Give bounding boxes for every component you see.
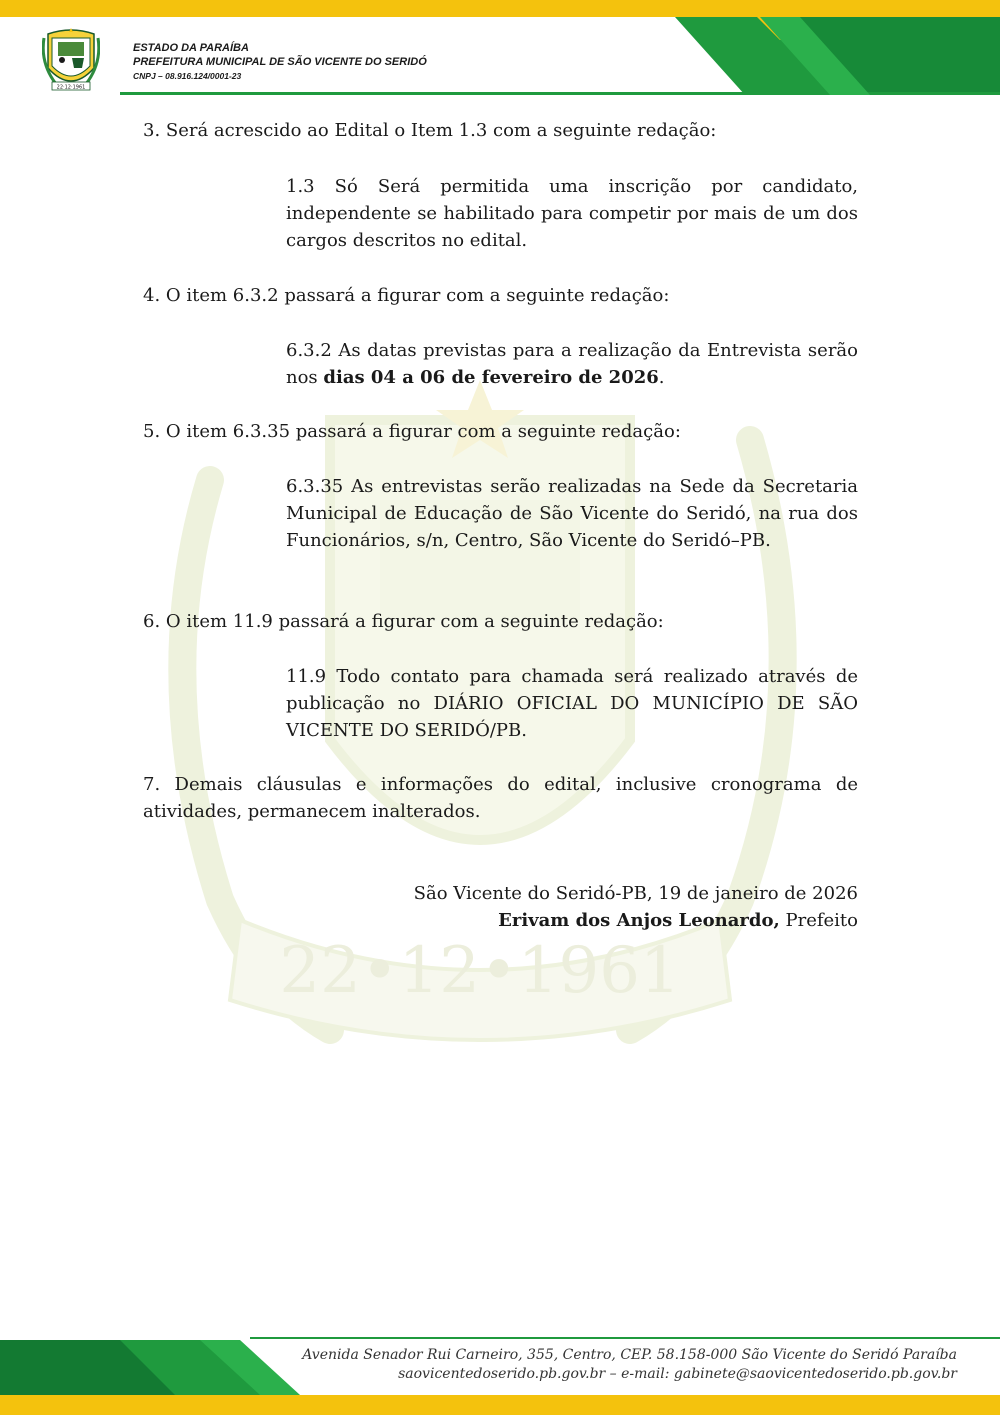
interview-dates: dias 04 a 06 de fevereiro de 2026 xyxy=(323,367,659,388)
mayor-role: Prefeito xyxy=(779,910,858,931)
item-6-heading: 6. O item 11.9 passará a figurar com a seguinte redação: xyxy=(143,611,664,632)
signature xyxy=(143,907,858,934)
municipal-crest-logo xyxy=(42,28,100,94)
footer-address xyxy=(257,1346,957,1384)
place-date: São Vicente do Seridó-PB, 19 de janeiro de 2026 xyxy=(413,883,858,904)
crest-date: 22·12·1961 xyxy=(56,84,86,91)
item-5-heading: 5. O item 6.3.35 passará a figurar com a seguinte redação: xyxy=(143,421,681,442)
header-text xyxy=(133,41,427,83)
item-4-text: 6.3.2 As datas previstas para a realização da Entrevista serão nos dias 04 a 06 de fevereiro de 2026. xyxy=(286,340,858,388)
item-5-text: 6.3.35 As entrevistas serão realizadas na Sede da Secretaria Municipal de Educação de São Vicente do Seridó, na rua dos Funcionários, s/n, Centro, São Vicente do Seridó–PB. xyxy=(286,476,858,551)
state-name: ESTADO DA PARAÍBA xyxy=(133,42,249,54)
item-7-text: 7. Demais cláusulas e informações do edital, inclusive cronograma de atividades, permanecem inalterados. xyxy=(143,774,858,822)
mayor-name: Erivam dos Anjos Leonardo, xyxy=(498,910,780,931)
cnpj: CNPJ – 08.916.124/0001-23 xyxy=(133,71,242,81)
watermark-date: 22•12•1961 xyxy=(279,934,681,1008)
footer-line-2: saovicentedoserido.pb.gov.br – e-mail: gabinete@saovicentedoserido.pb.gov.br xyxy=(398,1366,957,1382)
prefeitura-name: PREFEITURA MUNICIPAL DE SÃO VICENTE DO SERIDÓ xyxy=(133,56,427,68)
item-3-heading: 3. Será acrescido ao Edital o Item 1.3 com a seguinte redação: xyxy=(143,120,717,141)
item-3-text: 1.3 Só Será permitida uma inscrição por candidato, independente se habilitado para competir por mais de um dos cargos descritos no edital. xyxy=(286,176,858,251)
footer-line-1: Avenida Senador Rui Carneiro, 355, Centro, CEP. 58.158-000 São Vicente do Seridó Paraíba xyxy=(302,1347,957,1363)
item-4-heading: 4. O item 6.3.2 passará a figurar com a seguinte redação: xyxy=(143,285,670,306)
item-6-text: 11.9 Todo contato para chamada será realizado através de publicação no DIÁRIO OFICIAL DO MUNICÍPIO DE SÃO VICENTE DO SERIDÓ/PB. xyxy=(286,666,858,741)
